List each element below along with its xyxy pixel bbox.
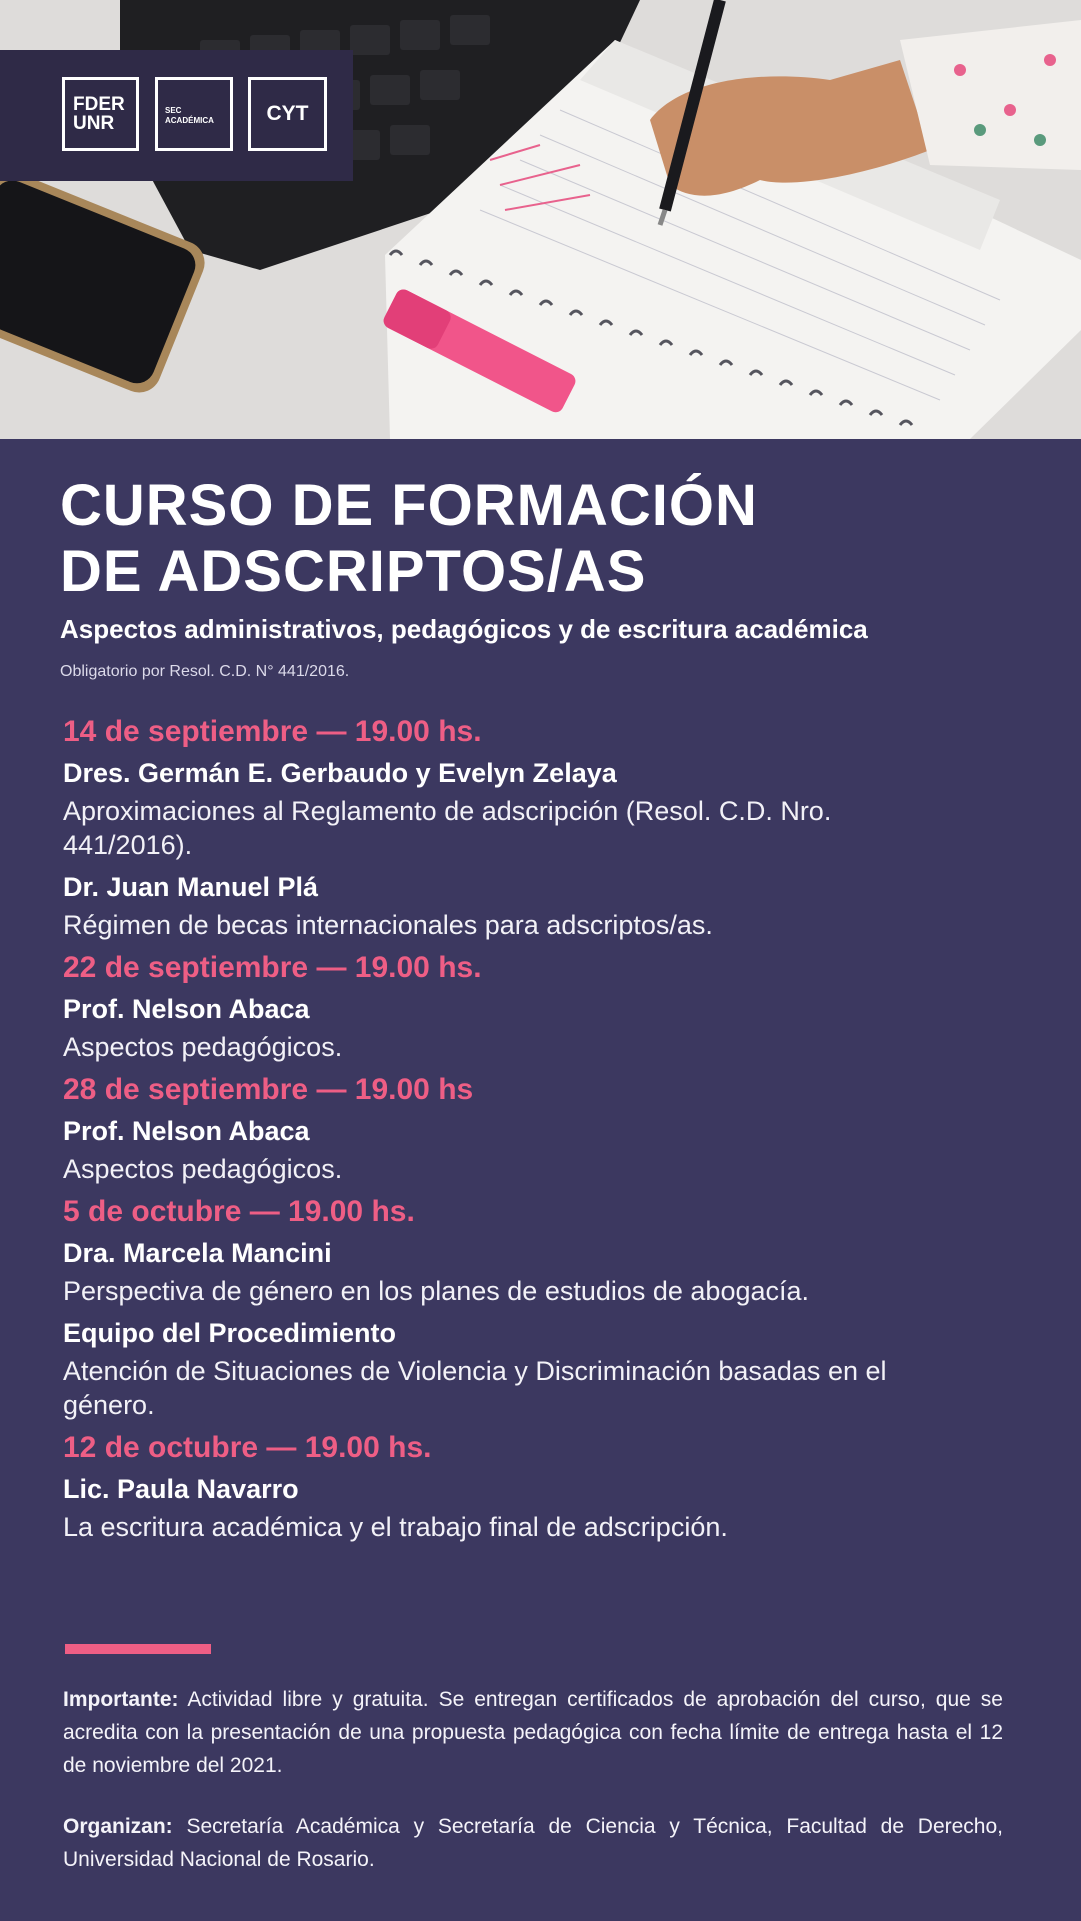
accent-divider [65,1644,211,1654]
session-speaker: Dr. Juan Manuel Plá [63,872,319,902]
session-topic: Perspectiva de género en los planes de estudios de abogacía. [63,1276,810,1306]
schedule-list [63,714,963,1552]
session-topic: La escritura académica y el trabajo final de adscripción. [63,1512,728,1542]
schedule-session [63,1430,963,1544]
session-topic: Régimen de becas internacionales para adscriptos/as. [63,910,713,940]
session-speaker: Prof. Nelson Abaca [63,994,310,1024]
sec-logo-line2: ACADÉMICA [165,116,214,125]
important-label: Importante: [63,1688,179,1711]
schedule-session [63,1194,963,1422]
course-title-line2: DE ADSCRIPTOS/AS [60,539,647,604]
session-speaker: Dra. Marcela Mancini [63,1238,332,1268]
session-topic: Aspectos pedagógicos. [63,1032,343,1062]
important-text: Actividad libre y gratuita. Se entregan certificados de aprobación del curso, que se acredita con la presentación de una propuesta pedagógica con fecha límite de entrega hasta el 12 de noviembre del 2021. [63,1688,1003,1777]
course-note: Obligatorio por Resol. C.D. N° 441/2016. [60,663,350,680]
session-topic: Aspectos pedagógicos. [63,1154,343,1184]
session-speaker: Equipo del Procedimiento [63,1318,397,1348]
schedule-session [63,1072,963,1186]
session-date: 22 de septiembre — 19.00 hs. [63,951,482,984]
course-title-line1: CURSO DE FORMACIÓN [60,473,758,538]
fder-unr-logo [62,77,139,151]
session-topic: Atención de Situaciones de Violencia y Discriminación basadas en el género. [63,1356,887,1420]
schedule-session [63,950,963,1064]
session-speaker: Lic. Paula Navarro [63,1474,299,1504]
session-date: 28 de septiembre — 19.00 hs [63,1073,474,1106]
sec-academica-logo [155,77,233,151]
cyt-logo [248,77,327,151]
fder-logo-line1: FDER [73,94,125,115]
session-date: 12 de octubre — 19.00 hs. [63,1431,432,1464]
course-title [60,473,1020,605]
organizers-notice [63,1810,1003,1876]
organizan-text: Secretaría Académica y Secretaría de Ciencia y Técnica, Facultad de Derecho, Universidad Nacional de Rosario. [63,1815,1003,1871]
schedule-session [63,714,963,942]
session-date: 14 de septiembre — 19.00 hs. [63,715,482,748]
organizan-label: Organizan: [63,1815,173,1838]
session-topic: Aproximaciones al Reglamento de adscripción (Resol. C.D. Nro. 441/2016). [63,796,832,860]
fder-logo-line2: UNR [73,113,115,134]
important-notice [63,1683,1003,1782]
cyt-logo-text: CYT [266,102,309,125]
session-speaker: Dres. Germán E. Gerbaudo y Evelyn Zelaya [63,758,617,788]
session-date: 5 de octubre — 19.00 hs. [63,1195,415,1228]
sec-logo-line1: SEC [165,106,182,115]
course-subtitle: Aspectos administrativos, pedagógicos y de escritura académica [60,614,868,644]
session-speaker: Prof. Nelson Abaca [63,1116,310,1146]
